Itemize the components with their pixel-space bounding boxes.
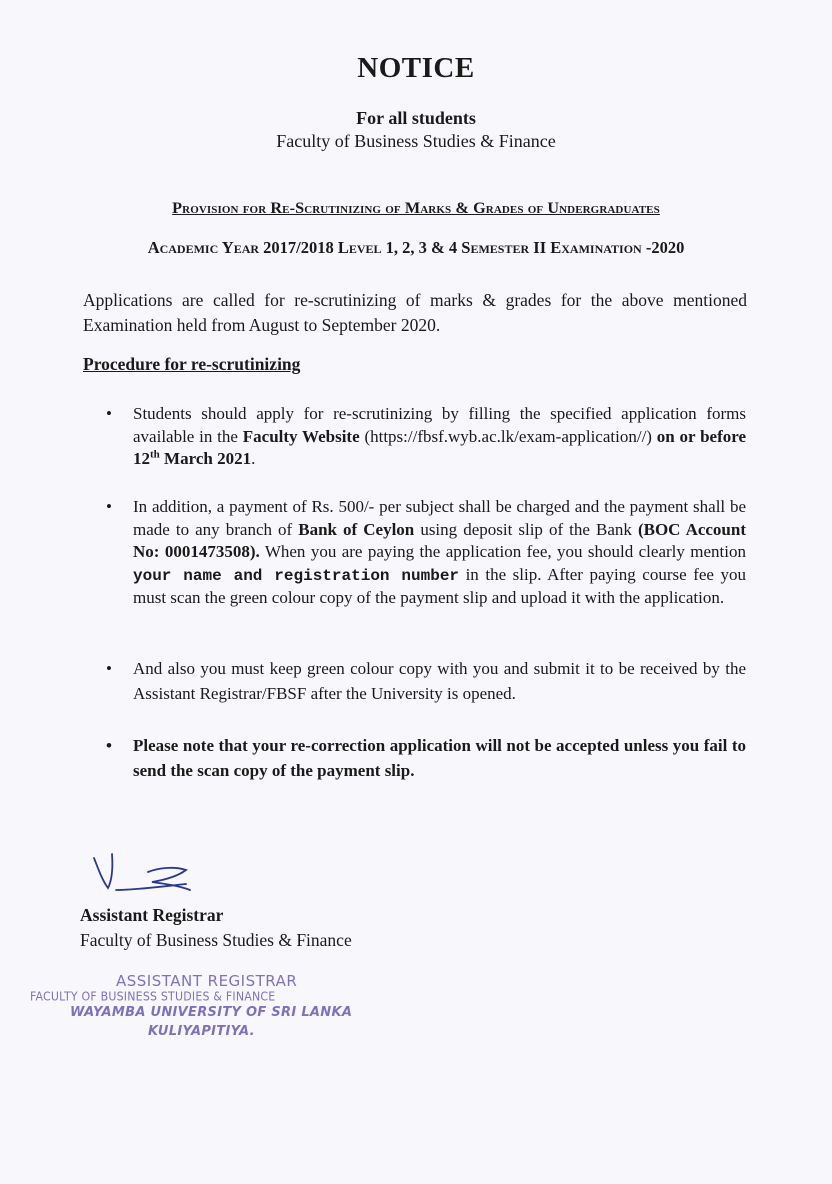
signature-image bbox=[86, 850, 196, 900]
bullet-apply bbox=[106, 403, 746, 471]
bullet-text bbox=[133, 403, 746, 471]
stamp-line: WAYAMBA UNIVERSITY OF SRI LANKA bbox=[70, 1005, 353, 1020]
deadline-text: on or before 12 bbox=[133, 426, 747, 468]
website-url: (https://fbsf.wyb.ac.lk/exam-application//) bbox=[359, 426, 657, 446]
deadline-text-end: March 2021 bbox=[159, 449, 252, 468]
bullet-text: Please note that your re-correction application will not be accepted unless you fail to send the scan copy of the payment slip. bbox=[133, 736, 746, 780]
deadline-superscript: th bbox=[150, 448, 160, 461]
bullet-keep-copy bbox=[106, 656, 746, 706]
bullet-text-part: using deposit slip of the Bank bbox=[414, 519, 638, 539]
notice-subheading: Academic Year 2017/2018 Level 1, 2, 3 & 4 Semester II Examination -2020 bbox=[147, 238, 685, 257]
stamp-line: FACULTY OF BUSINESS STUDIES & FINANCE bbox=[30, 989, 276, 1004]
official-stamp bbox=[30, 968, 390, 1048]
procedure-title: Procedure for re-scrutinizing bbox=[83, 354, 301, 374]
bullet-text: And also you must keep green colour copy with you and submit it to be received by the Assistant Registrar/FBSF after the University is opened. bbox=[133, 659, 746, 703]
signatory-faculty: Faculty of Business Studies & Finance bbox=[80, 930, 352, 950]
bullet-dot: • bbox=[106, 404, 112, 423]
page-title: NOTICE bbox=[357, 52, 475, 84]
stamp-line: KULIYAPITIYA. bbox=[148, 1024, 255, 1039]
bullet-dot: • bbox=[106, 736, 112, 755]
bank-name: Bank of Ceylon bbox=[298, 519, 415, 539]
bullet-dot: • bbox=[106, 659, 112, 678]
faculty-line: Faculty of Business Studies & Finance bbox=[276, 131, 556, 151]
bullet-text-end: . bbox=[251, 449, 256, 468]
account-number: (BOC Account No: 0001473508). bbox=[133, 519, 747, 561]
signatory-title: Assistant Registrar bbox=[80, 905, 224, 925]
bullet-warning bbox=[106, 733, 746, 783]
bullet-text bbox=[133, 496, 746, 610]
name-registration-emphasis: your name and registration number bbox=[133, 566, 460, 585]
intro-paragraph: Applications are called for re-scrutinizing of marks & grades for the above mentioned Examination held from August to September 2020. bbox=[83, 290, 747, 335]
bullet-text-part: Students should apply for re-scrutinizing by filling the specified application forms available in the bbox=[133, 404, 746, 446]
faculty-website-label: Faculty Website bbox=[242, 426, 360, 446]
bullet-text-part: In addition, a payment of Rs. 500/- per subject shall be charged and the payment shall be made to any branch of bbox=[133, 497, 746, 539]
audience-line: For all students bbox=[356, 108, 476, 128]
notice-heading: Provision for Re-Scrutinizing of Marks & Grades of Undergraduates bbox=[172, 199, 660, 217]
bullet-payment bbox=[106, 496, 746, 610]
stamp-line: ASSISTANT REGISTRAR bbox=[116, 972, 298, 990]
bullet-text-part: in the slip. After paying course fee you must scan the green colour copy of the payment slip and upload it with the application. bbox=[133, 564, 746, 607]
bullet-dot: • bbox=[106, 497, 112, 516]
bullet-text-part: When you are paying the application fee, you should clearly mention bbox=[259, 542, 746, 561]
